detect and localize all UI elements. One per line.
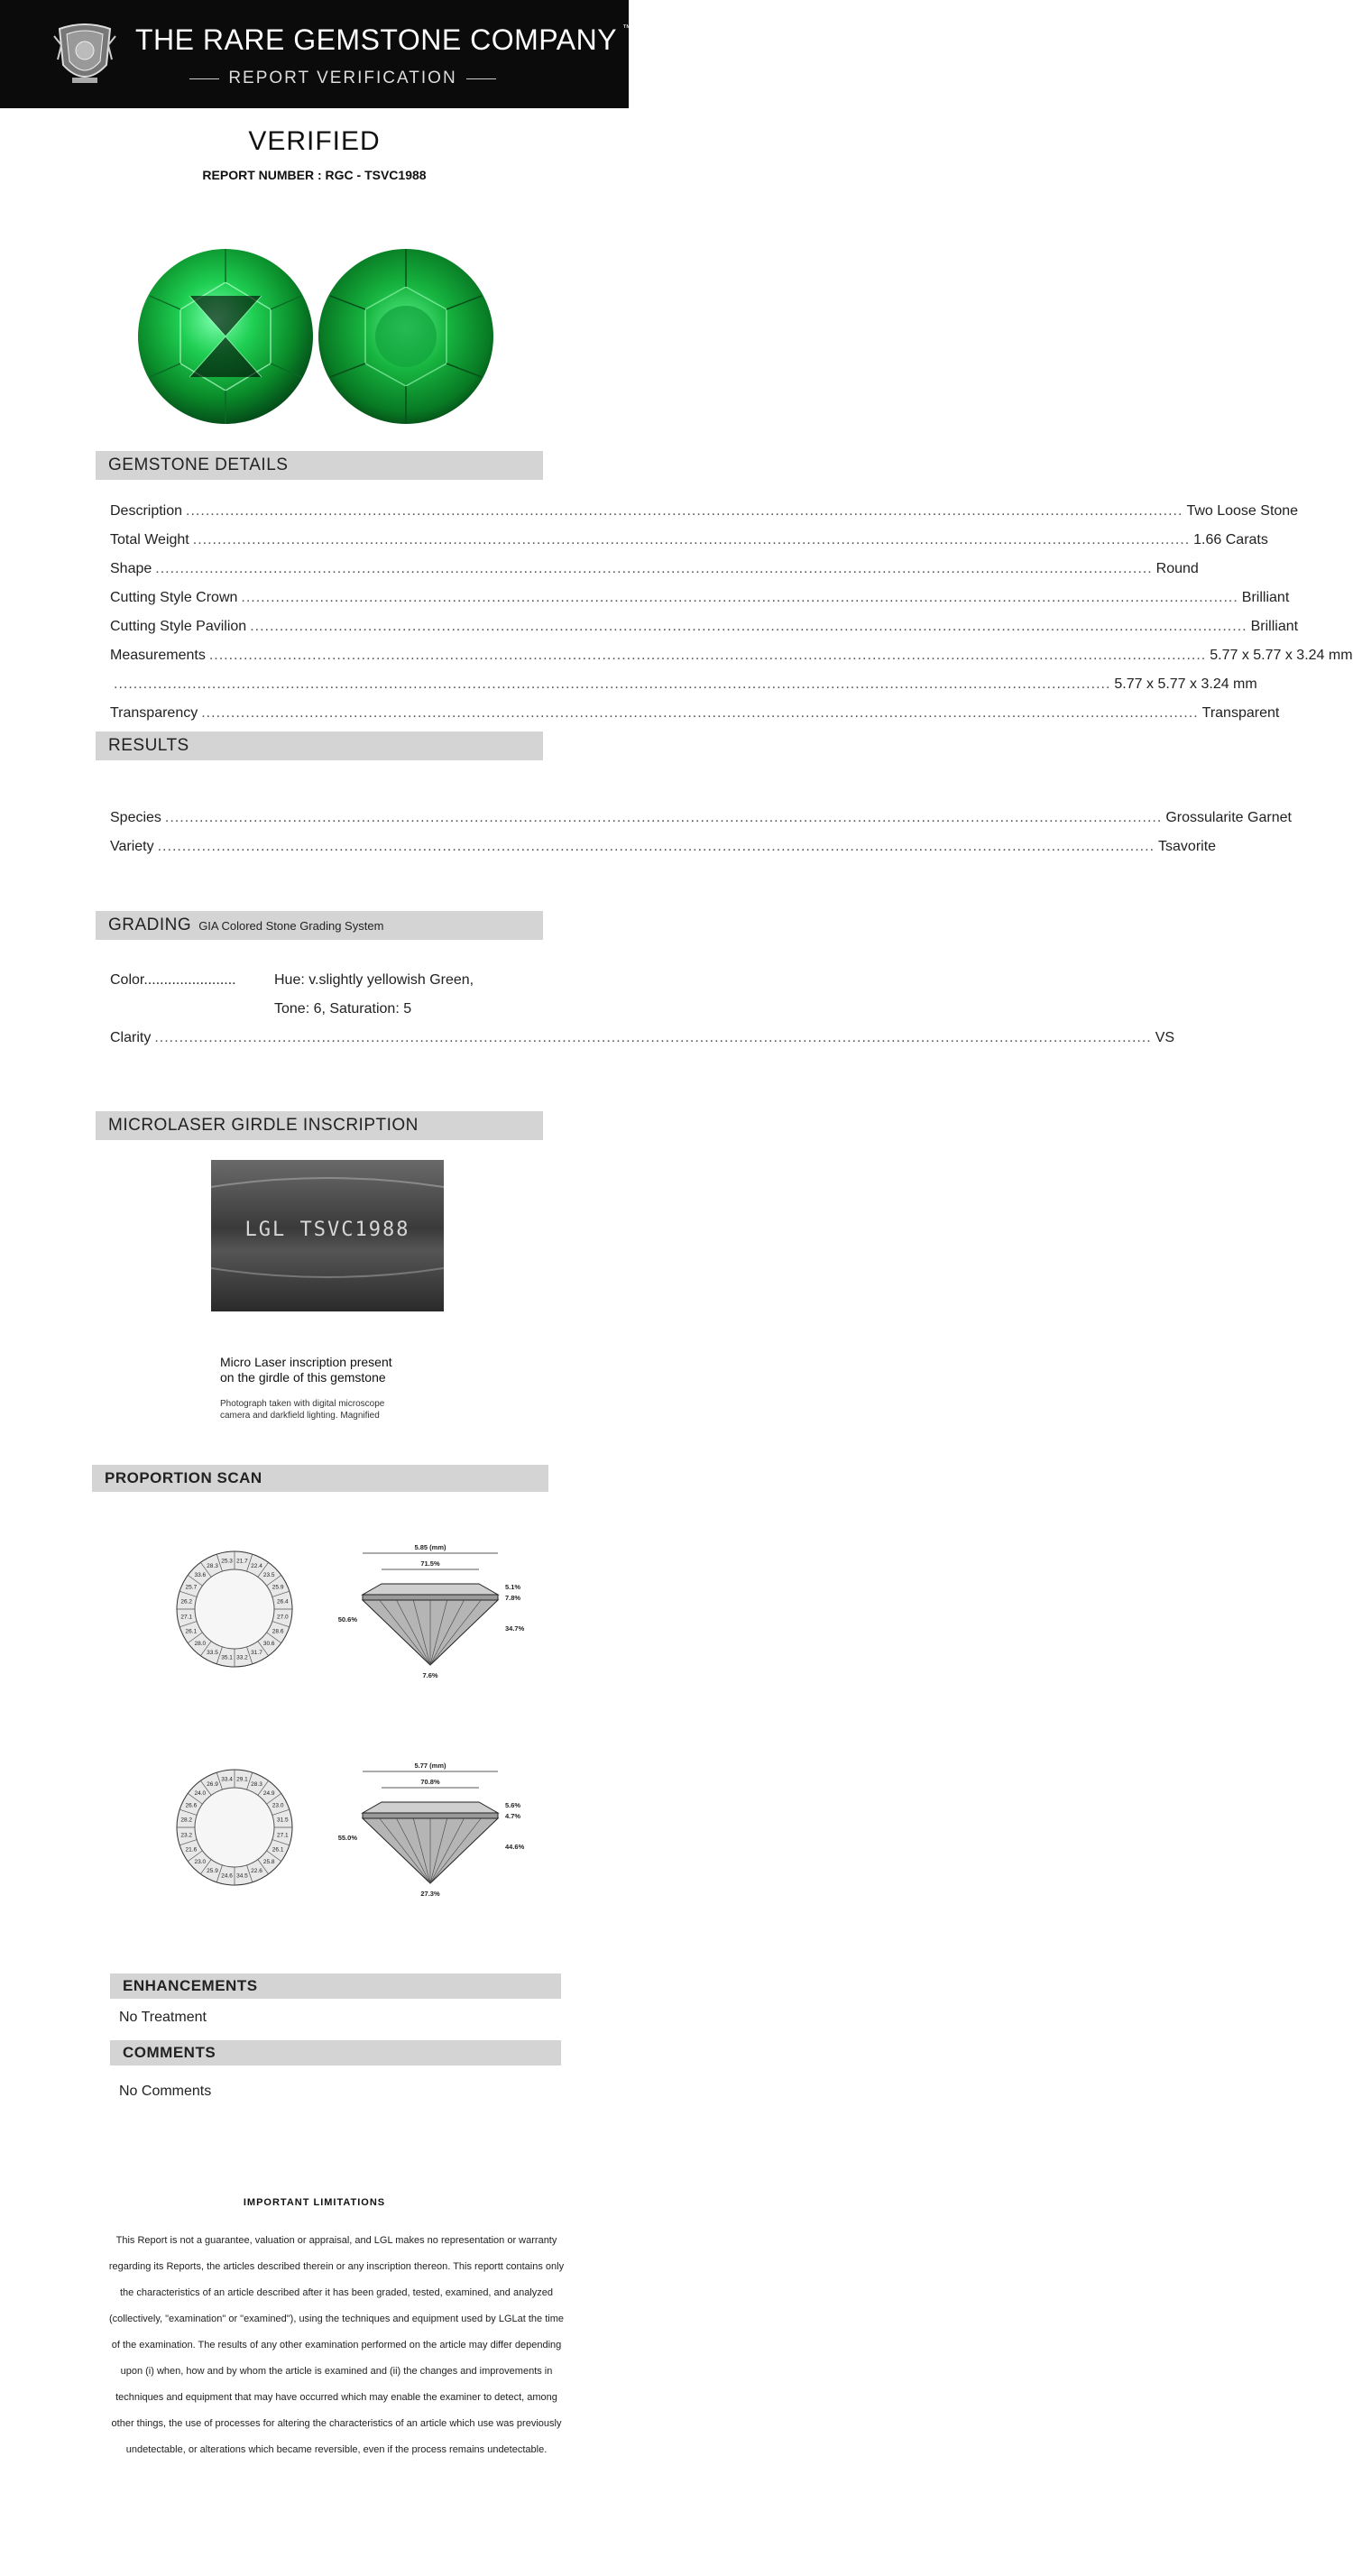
facet-label: 23.2 <box>180 1832 192 1839</box>
facet-label: 25.9 <box>207 1868 218 1875</box>
facet-label: 26.1 <box>272 1846 284 1854</box>
proportion-scan-header: PROPORTION SCAN <box>92 1465 548 1492</box>
facet-label: 31.5 <box>277 1817 289 1824</box>
crest-logo <box>51 18 119 90</box>
detail-value: 5.77 x 5.77 x 3.24 mm <box>1114 676 1257 692</box>
facet-label: 28.6 <box>272 1628 284 1635</box>
proportion-label: 55.0% <box>337 1834 357 1842</box>
enhancements-value: No Treatment <box>119 2010 207 2025</box>
facet-label: 23.0 <box>194 1859 207 1866</box>
detail-value: Transparent <box>1201 705 1280 721</box>
detail-label: Total Weight <box>110 532 189 547</box>
detail-row <box>110 619 1299 635</box>
proportion-label: 27.3% <box>420 1890 440 1898</box>
comments-value: No Comments <box>119 2084 212 2099</box>
facet-label: 24.9 <box>262 1789 275 1797</box>
facet-label: 33.2 <box>236 1654 248 1661</box>
facet-label: 29.1 <box>236 1776 248 1783</box>
detail-label: Shape <box>110 561 152 576</box>
inscription-text: LGL TSVC1988 <box>244 1219 410 1241</box>
facet-label: 35.1 <box>221 1654 233 1661</box>
facet-label: 21.7 <box>236 1558 248 1565</box>
facet-label: 25.3 <box>221 1558 233 1565</box>
result-label: Variety <box>110 839 154 854</box>
grading-system: GIA Colored Stone Grading System <box>198 919 384 933</box>
result-value: Tsavorite <box>1158 839 1217 854</box>
result-label: Species <box>110 810 161 825</box>
facet-label: 31.7 <box>251 1650 262 1657</box>
facet-label: 28.3 <box>207 1562 218 1569</box>
facet-label: 33.5 <box>207 1650 218 1657</box>
clarity-label: Clarity <box>110 1030 152 1045</box>
limitations-text: This Report is not a guarantee, valuation or appraisal, and LGL makes no representation or warranty regarding its Reports, the articles described therein or any inscription thereon. This reportt contains only the characteristics of an article described after it has been graded, tested, examined, and analyzed (collectively, "examination" or "examined"), using the techniques and equipment used by LGLat the time of the examination. The results of any other examination performed on the article may differ depending upon (i) when, how and by whom the article is examined and (ii) the changes and improvements in techniques and equipment that may have occurred which may enable the examiner to detect, among other things, the use of processes for altering the characteristics of an article which use was previously undetectable, or alterations which became reversible, even if the process remains undetectable. <box>108 2235 565 2455</box>
facet-label: 22.4 <box>251 1562 262 1569</box>
detail-row <box>110 503 1299 520</box>
inscription-caption: Micro Laser inscription present on the girdle of this gemstone <box>220 1355 392 1385</box>
proportion-scan-2 <box>168 1752 547 1905</box>
facet-label: 27.1 <box>180 1614 192 1621</box>
clarity-row <box>110 1030 1175 1046</box>
detail-value: 5.77 x 5.77 x 3.24 mm <box>1210 648 1353 663</box>
proportion-label: 71.5% <box>420 1559 440 1568</box>
facet-label: 34.5 <box>236 1872 248 1880</box>
facet-label: 27.1 <box>277 1832 289 1839</box>
facet-label: 28.2 <box>180 1817 192 1824</box>
color-label: Color....................... <box>110 972 236 988</box>
detail-label: Transparency <box>110 705 198 721</box>
detail-label: Cutting Style Crown <box>110 590 238 605</box>
detail-value: Round <box>1155 561 1199 576</box>
result-row <box>110 839 1217 855</box>
microlaser-header: MICROLASER GIRDLE INSCRIPTION <box>96 1111 543 1140</box>
facet-label: 24.0 <box>194 1789 207 1797</box>
detail-row <box>110 532 1268 548</box>
proportion-label: 4.7% <box>505 1812 521 1820</box>
gemstone-details-header: GEMSTONE DETAILS <box>96 451 543 480</box>
facet-label: 22.6 <box>251 1868 262 1875</box>
facet-label: 30.6 <box>262 1641 275 1648</box>
facet-label: 25.7 <box>185 1584 198 1591</box>
facet-label: 23.0 <box>272 1802 284 1809</box>
detail-value: Brilliant <box>1250 619 1299 634</box>
report-verification-subtitle: REPORT VERIFICATION <box>189 69 496 88</box>
detail-label: Description <box>110 503 183 519</box>
facet-label: 24.6 <box>221 1872 233 1880</box>
detail-row <box>110 561 1199 577</box>
detail-label: Measurements <box>110 648 206 663</box>
header-bar <box>0 0 632 108</box>
proportion-label: 5.1% <box>505 1583 521 1591</box>
result-row <box>110 810 1292 826</box>
facet-label: 28.3 <box>251 1780 262 1788</box>
facet-label: 25.8 <box>262 1859 275 1866</box>
proportion-label: 34.7% <box>505 1624 525 1633</box>
detail-label: Cutting Style Pavilion <box>110 619 247 634</box>
proportion-label: 7.8% <box>505 1594 521 1602</box>
detail-value: Two Loose Stone <box>1186 503 1299 519</box>
facet-label: 33.6 <box>194 1571 207 1578</box>
detail-value: 1.66 Carats <box>1193 532 1268 547</box>
company-name: THE RARE GEMSTONE COMPANY ™ <box>135 23 632 56</box>
proportion-label: 5.6% <box>505 1801 521 1809</box>
grading-header: GRADING GIA Colored Stone Grading System <box>96 911 543 940</box>
detail-row <box>110 676 1257 693</box>
color-value-tone: Tone: 6, Saturation: 5 <box>274 1001 412 1017</box>
result-value: Grossularite Garnet <box>1165 810 1292 825</box>
facet-label: 33.4 <box>221 1776 233 1783</box>
report-number: REPORT NUMBER : RGC - TSVC1988 <box>202 168 427 182</box>
facet-label: 28.0 <box>194 1641 207 1648</box>
facet-label: 26.2 <box>180 1598 192 1605</box>
facet-label: 21.6 <box>185 1846 198 1854</box>
limitations-title: IMPORTANT LIMITATIONS <box>243 2197 386 2208</box>
facet-label: 26.4 <box>277 1598 289 1605</box>
proportion-scan-1 <box>168 1533 547 1687</box>
proportion-label: 44.6% <box>505 1843 525 1851</box>
facet-label: 25.9 <box>272 1584 284 1591</box>
proportion-label: 70.8% <box>420 1778 440 1786</box>
detail-row <box>110 590 1290 606</box>
proportion-label: 5.77 (mm) <box>414 1762 446 1770</box>
proportion-label: 7.6% <box>422 1671 438 1679</box>
comments-header: COMMENTS <box>110 2040 561 2065</box>
girdle-inscription-photo <box>211 1160 444 1311</box>
gemstones-photo <box>135 242 496 431</box>
facet-label: 26.9 <box>207 1780 218 1788</box>
proportion-label: 5.85 (mm) <box>414 1543 446 1551</box>
enhancements-header: ENHANCEMENTS <box>110 1973 561 1999</box>
clarity-value: VS <box>1155 1030 1175 1045</box>
facet-label: 23.5 <box>262 1571 275 1578</box>
proportion-label: 50.6% <box>337 1615 357 1624</box>
facet-label: 26.6 <box>185 1802 198 1809</box>
photo-note: Photograph taken with digital microscope camera and darkfield lighting. Magnified <box>220 1399 385 1421</box>
color-value-hue: Hue: v.slightly yellowish Green, <box>274 972 474 988</box>
detail-row <box>110 648 1353 664</box>
results-header: RESULTS <box>96 731 543 760</box>
facet-label: 27.0 <box>277 1614 289 1621</box>
detail-value: Brilliant <box>1241 590 1290 605</box>
detail-row <box>110 705 1280 722</box>
facet-label: 26.1 <box>185 1628 198 1635</box>
verified-status: VERIFIED <box>248 126 381 156</box>
